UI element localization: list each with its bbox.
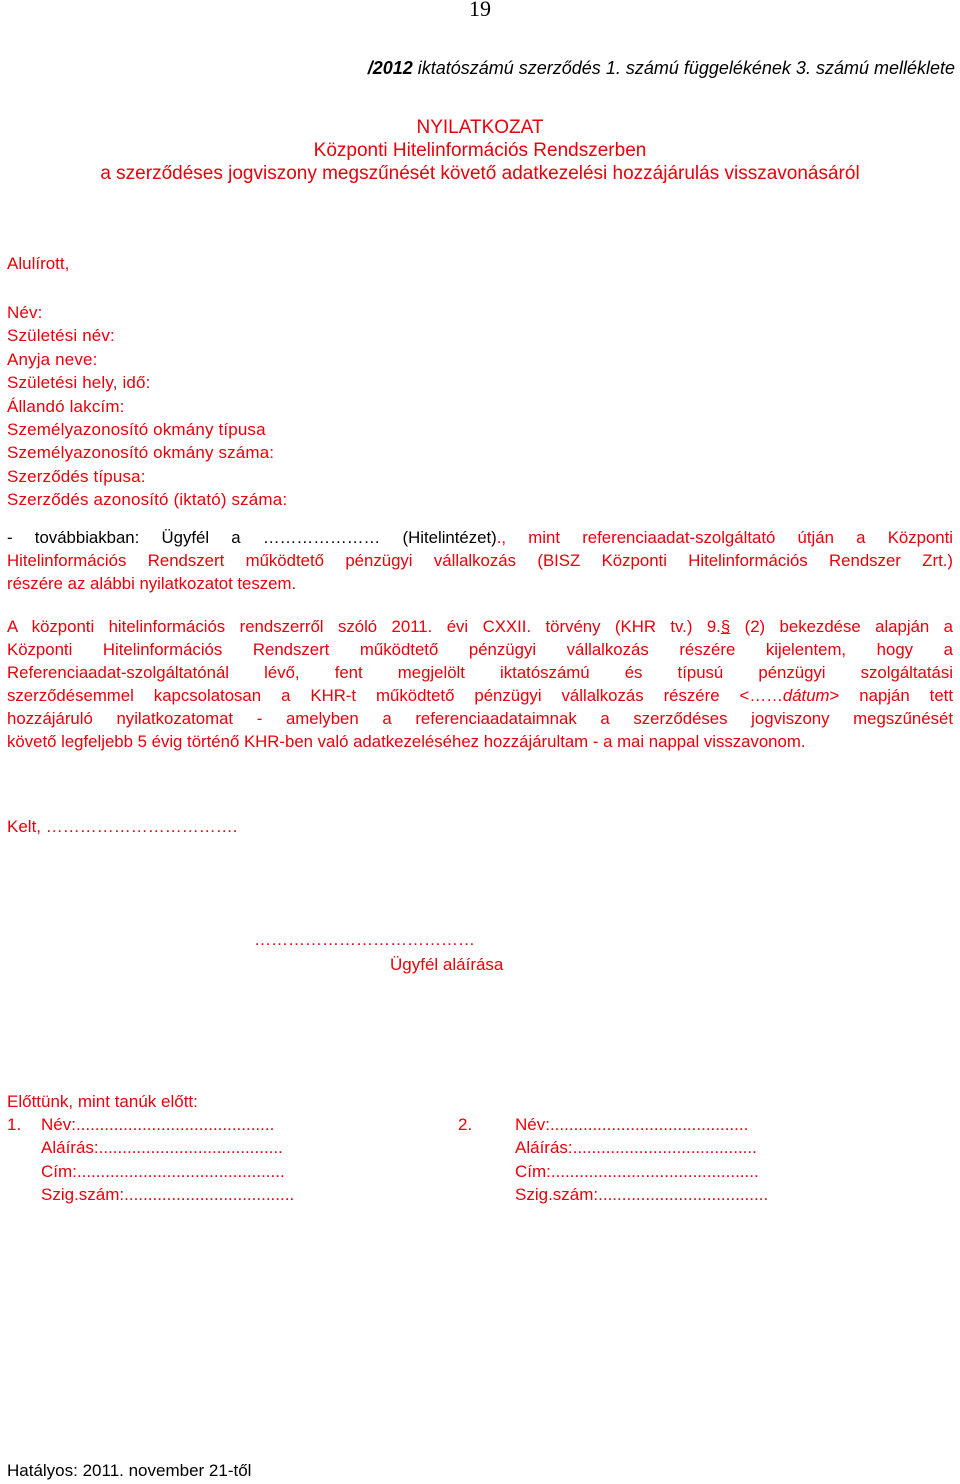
witnesses-heading: Előttünk, mint tanúk előtt:	[7, 1092, 198, 1111]
signature-label: Ügyfél aláírása	[390, 955, 504, 974]
field-birth-place-date: Születési hely, idő:	[7, 373, 151, 393]
witness-1-number: 1.	[7, 1115, 22, 1134]
witness-2-number: 2.	[458, 1115, 473, 1134]
paragraph-line: követő legfeljebb 5 évig történő KHR-ben való adatkezeléséhez hozzájárultam - a mai nappal visszavonom.	[7, 732, 806, 751]
section-sign: §	[720, 617, 731, 636]
paragraph-line: hozzájáruló nyilatkozatomat - amelyben a referenciaadataimnak a szerződéses jogviszony megszűnését	[7, 709, 953, 728]
client-bank-text-cont: ., mint referenciaadat-szolgáltató útján a Központi	[496, 528, 953, 547]
witness-1-block	[41, 1113, 294, 1207]
field-address: Állandó lakcím:	[7, 396, 125, 416]
paragraph-line	[7, 526, 953, 549]
reference-text: iktatószámú szerződés 1. számú függelékének 3. számú melléklete	[412, 58, 955, 78]
document-subtitle: Központi Hitelinformációs Rendszerben	[313, 140, 647, 161]
witness-2-name: Név:..........................................	[515, 1115, 749, 1134]
document-subtitle-2: a szerződéses jogviszony megszűnését követő adatkezelési hozzájárulás visszavonásáról	[100, 163, 860, 184]
law-reference-cont: (2) bekezdése alapján a	[744, 617, 953, 636]
paragraph-declaration	[7, 526, 953, 595]
paragraph-line: részére az alábbi nyilatkozatot teszem.	[7, 574, 297, 593]
witness-1-name: Név:..........................................	[41, 1115, 275, 1134]
place-date-line: Kelt, …………………………….	[7, 817, 238, 836]
field-birth-name: Születési név:	[7, 326, 115, 346]
reference-prefix: /2012	[367, 58, 413, 78]
witness-2-block	[515, 1113, 768, 1207]
paragraph-line	[7, 615, 953, 638]
witness-1-address: Cím:............................................	[41, 1161, 285, 1181]
field-contract-type: Szerződés típusa:	[7, 466, 146, 486]
undersigned-label: Alulírott,	[7, 254, 70, 273]
witness-2-signature: Aláírás:.......................................	[515, 1138, 757, 1158]
field-id-type: Személyazonosító okmány típusa	[7, 419, 266, 439]
paragraph-revocation	[7, 615, 953, 753]
paragraph-line: Referenciaadat-szolgáltatónál lévő, fent megjelölt iktatószámú és típusú pénzügyi szolgáltatási	[7, 663, 953, 682]
field-contract-id: Szerződés azonosító (iktató) száma:	[7, 490, 288, 510]
date-placeholder: dátum	[782, 686, 830, 705]
paragraph-line: Hitelinformációs Rendszert működtető pénzügyi vállalkozás (BISZ Központi Hitelinformációs Rendszer Zrt.)	[7, 551, 953, 570]
field-mother-name: Anyja neve:	[7, 349, 98, 369]
witness-1-id: Szig.szám:....................................	[41, 1185, 295, 1205]
personal-fields	[7, 301, 287, 512]
date-placeholder-post: > napján tett	[829, 686, 953, 705]
witness-2-address: Cím:............................................	[515, 1161, 759, 1181]
date-placeholder-pre: szerződésemmel kapcsolatosan a KHR-t működtető pénzügyi vállalkozás részére <……	[7, 686, 783, 705]
effective-date-footer: Hatályos: 2011. november 21-től	[7, 1461, 252, 1480]
reference-line	[0, 58, 955, 79]
client-bank-text: - továbbiakban: Ügyfél a ………………… (Hitelintézet)	[7, 528, 497, 547]
document-title: NYILATKOZAT	[416, 117, 544, 138]
witness-1-signature: Aláírás:.......................................	[41, 1138, 283, 1158]
paragraph-line	[7, 684, 953, 707]
page-number: 19	[469, 0, 491, 21]
signature-line: …………………………………	[254, 930, 475, 949]
field-name: Név:	[7, 303, 43, 322]
witness-2-id: Szig.szám:....................................	[515, 1185, 769, 1205]
field-id-number: Személyazonosító okmány száma:	[7, 443, 275, 463]
law-reference: A központi hitelinformációs rendszerről szóló 2011. évi CXXII. törvény (KHR tv.) 9.	[7, 617, 721, 636]
paragraph-line: Központi Hitelinformációs Rendszert működtető pénzügyi vállalkozás részére kijelentem, hogy a	[7, 640, 953, 659]
